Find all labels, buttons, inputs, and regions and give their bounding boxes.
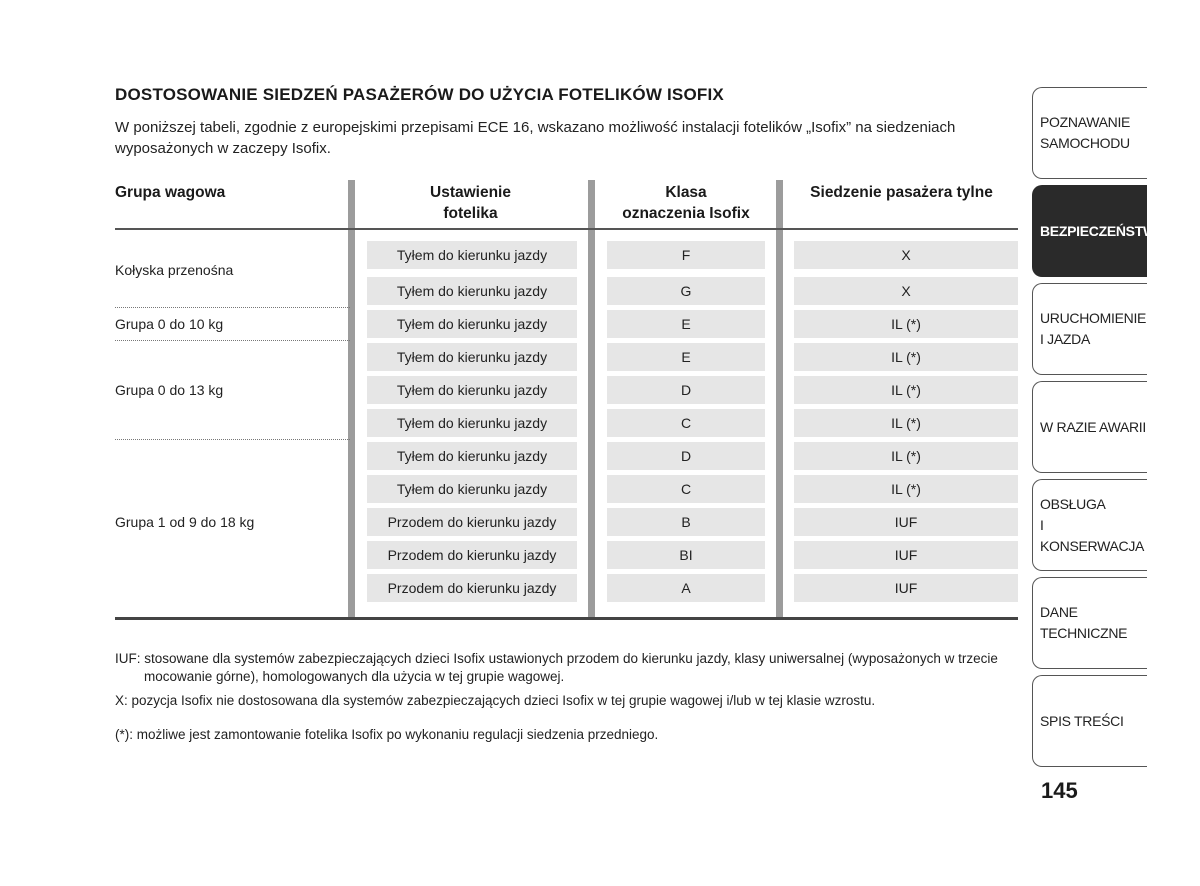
seat-cell: IUF	[794, 541, 1018, 569]
footnote-iuf: IUF: stosowane dla systemów zabezpieczających dzieci Isofix ustawionych przodem do kierunku jazdy, klasy uniwersalnej (wyposażonych w trzecie mocowanie górne), homologowanych dla użycia w tej grupie wagowej.	[115, 651, 998, 684]
seat-cell: IL (*)	[794, 376, 1018, 404]
tab-poznawanie-samochodu[interactable]	[1032, 87, 1147, 179]
header-orientation-line2: fotelika	[443, 205, 498, 222]
orientation-cell: Tyłem do kierunku jazdy	[367, 241, 577, 269]
class-cell: E	[607, 310, 765, 338]
tab-label: W RAZIE AWARII	[1040, 418, 1146, 435]
tab-label: OBSŁUGA I KONSERWACJA	[1040, 495, 1145, 554]
class-cell: D	[607, 442, 765, 470]
tab-bezpieczenstwo[interactable]	[1032, 185, 1167, 277]
tab-obsluga-i-konserwacja[interactable]	[1032, 479, 1147, 571]
tab-label: DANE TECHNICZNE	[1040, 604, 1128, 641]
group-separator	[115, 307, 350, 308]
page-number: 145	[1041, 778, 1078, 803]
seat-cell: IUF	[794, 574, 1018, 602]
header-orientation	[355, 182, 586, 224]
orientation-cell: Przodem do kierunku jazdy	[367, 574, 577, 602]
group-carrycot: Kołyska przenośna	[115, 262, 234, 278]
column-divider	[348, 180, 355, 620]
seat-cell: IL (*)	[794, 310, 1018, 338]
group-separator	[115, 340, 350, 341]
orientation-cell: Tyłem do kierunku jazdy	[367, 442, 577, 470]
header-rule	[115, 228, 1018, 230]
class-cell: F	[607, 241, 765, 269]
page-heading: DOSTOSOWANIE SIEDZEŃ PASAŻERÓW DO UŻYCIA FOTELIKÓW ISOFIX	[115, 85, 724, 104]
orientation-cell: Tyłem do kierunku jazdy	[367, 343, 577, 371]
tab-label: URUCHOMIENIE I JAZDA	[1040, 310, 1147, 347]
header-weight-group: Grupa wagowa	[115, 184, 226, 201]
header-isofix-class-line1: Klasa	[665, 184, 707, 201]
header-orientation-line1: Ustawienie	[430, 184, 511, 201]
header-rear-seat: Siedzenie pasażera tylne	[810, 184, 993, 201]
class-cell: C	[607, 475, 765, 503]
orientation-cell: Tyłem do kierunku jazdy	[367, 409, 577, 437]
seat-cell: IL (*)	[794, 442, 1018, 470]
orientation-cell: Tyłem do kierunku jazdy	[367, 376, 577, 404]
group-0-10kg: Grupa 0 do 10 kg	[115, 316, 224, 332]
seat-cell: IL (*)	[794, 409, 1018, 437]
tab-spis-tresci[interactable]	[1032, 675, 1147, 767]
orientation-cell: Przodem do kierunku jazdy	[367, 508, 577, 536]
intro-paragraph: W poniższej tabeli, zgodnie z europejskimi przepisami ECE 16, wskazano możliwość instalacji fotelików „Isofix” na siedzeniach wyposażonych w zaczepy Isofix.	[115, 119, 956, 157]
column-divider	[776, 180, 783, 620]
header-isofix-class	[595, 182, 777, 224]
seat-cell: IL (*)	[794, 343, 1018, 371]
tab-label: BEZPIECZEŃSTWO	[1040, 222, 1167, 239]
seat-cell: IL (*)	[794, 475, 1018, 503]
group-0-13kg: Grupa 0 do 13 kg	[115, 382, 224, 398]
tab-dane-techniczne[interactable]	[1032, 577, 1147, 669]
table-bottom-rule	[115, 617, 1018, 620]
footnote-x: X: pozycja Isofix nie dostosowana dla systemów zabezpieczających dzieci Isofix w tej grupie wagowej i/lub w tej klasie wzrostu.	[115, 693, 876, 708]
tab-uruchomienie-i-jazda[interactable]	[1032, 283, 1147, 375]
seat-cell: X	[794, 277, 1018, 305]
group-separator	[115, 439, 350, 440]
class-cell: A	[607, 574, 765, 602]
tab-label: POZNAWANIE SAMOCHODU	[1040, 114, 1131, 151]
footnote-star: (*): możliwe jest zamontowanie fotelika Isofix po wykonaniu regulacji siedzenia przedniego.	[115, 727, 659, 742]
seat-cell: X	[794, 241, 1018, 269]
seat-cell: IUF	[794, 508, 1018, 536]
tab-w-razie-awarii[interactable]	[1032, 381, 1147, 473]
orientation-cell: Tyłem do kierunku jazdy	[367, 310, 577, 338]
class-cell: BI	[607, 541, 765, 569]
orientation-cell: Tyłem do kierunku jazdy	[367, 475, 577, 503]
orientation-cell: Tyłem do kierunku jazdy	[367, 277, 577, 305]
tab-label: SPIS TREŚCI	[1040, 712, 1124, 729]
orientation-cell: Przodem do kierunku jazdy	[367, 541, 577, 569]
class-cell: E	[607, 343, 765, 371]
class-cell: G	[607, 277, 765, 305]
isofix-table	[115, 180, 1018, 622]
column-divider	[588, 180, 595, 620]
class-cell: B	[607, 508, 765, 536]
class-cell: C	[607, 409, 765, 437]
class-cell: D	[607, 376, 765, 404]
header-isofix-class-line2: oznaczenia Isofix	[622, 205, 750, 222]
group-1-9-18kg: Grupa 1 od 9 do 18 kg	[115, 514, 255, 530]
